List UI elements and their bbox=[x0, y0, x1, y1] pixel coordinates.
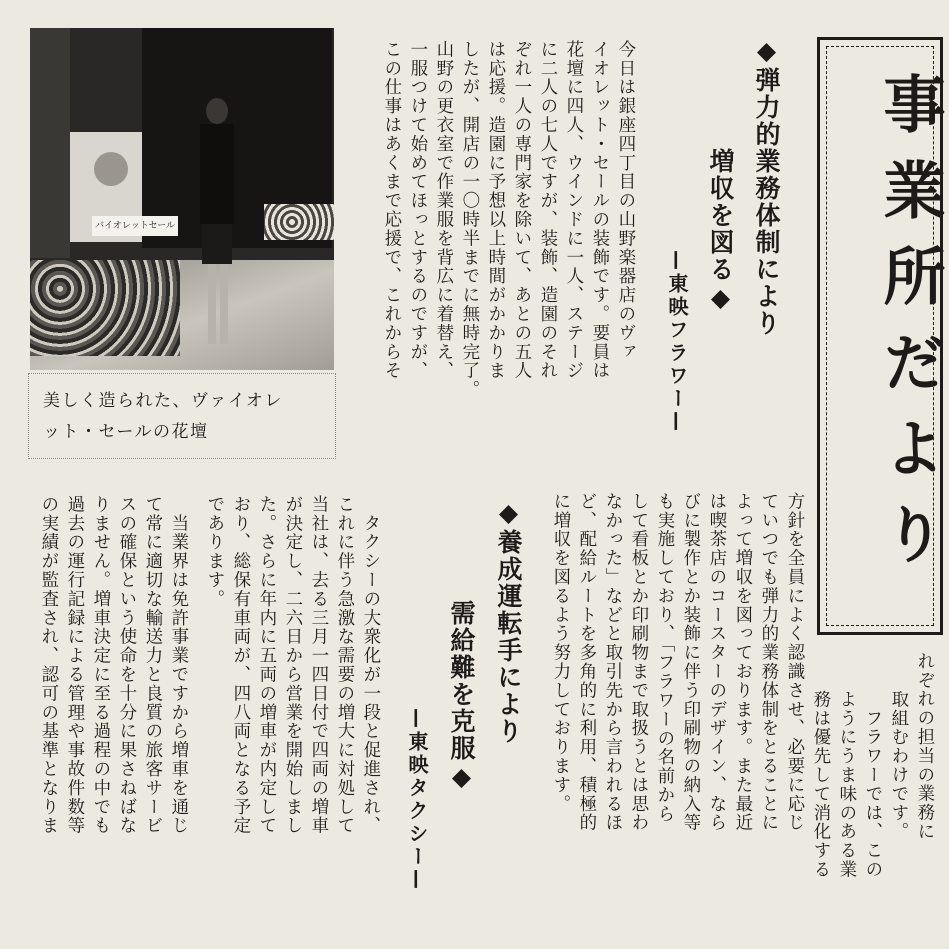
flower-col-16: 方針を全員によく認識させ、必要に応じ bbox=[784, 492, 805, 833]
flower-col-3: 花壇に四人、ウインドに一人、ステージ bbox=[563, 40, 584, 381]
taxi-col-7: であります。 bbox=[204, 495, 225, 609]
flower-col-20: びに製作とか装飾に伴う印刷物の納入等 bbox=[680, 492, 701, 833]
photo-caption: 美しく造られた、ヴァイオレット・セールの花壇 bbox=[43, 391, 283, 442]
section-title: 事業所だより bbox=[873, 72, 946, 588]
taxi-col-2: これに伴う急激な需要の増大に対処して bbox=[334, 495, 355, 836]
taxi-col-8: 当業界は免許事業ですから増車を通じ bbox=[168, 495, 189, 836]
flower-col-11: れぞれの担当の業務に bbox=[914, 652, 935, 841]
flower-col-2: イオレット・セールの装飾です。要員は bbox=[589, 40, 610, 381]
person-figure bbox=[198, 98, 236, 348]
flower-col-1: 今日は銀座四丁目の山野楽器店のヴァ bbox=[615, 40, 636, 362]
flower-col-10: この仕事はあくまで応援で、これからそ bbox=[381, 40, 402, 381]
flower-col-14: ようにうま味のある業 bbox=[836, 690, 857, 879]
flower-col-7: したが、開店の一〇時半までに無時完了。 bbox=[459, 40, 480, 400]
taxi-col-6: おり、総保有車両が、四八両となる予定 bbox=[230, 495, 251, 836]
flower-col-23: なかった」などと取引先から言われるほ bbox=[602, 492, 623, 833]
flower-heading-line1: ◆弾力的業務体制により bbox=[752, 36, 781, 337]
taxi-col-10: スの確保という使命を十分に果さねばな bbox=[116, 495, 137, 836]
taxi-heading-line2: 需給難を克服◆ bbox=[447, 600, 476, 793]
flower-col-9: 一服つけて始めてほっとするのですが、 bbox=[407, 40, 428, 381]
taxi-attribution: —東映タクシー— bbox=[405, 708, 429, 892]
taxi-col-9: て常に適切な輸送力と良質の旅客サービ bbox=[142, 495, 163, 836]
flower-col-19: は喫茶店のコースターのデザイン、なら bbox=[706, 492, 727, 833]
photo bbox=[30, 28, 334, 370]
caption-box bbox=[28, 373, 336, 459]
wall bbox=[30, 28, 70, 258]
flower-col-22: して看板とか印刷物まで取扱うとは思わ bbox=[628, 492, 649, 833]
photo-sign: バイオレットセール bbox=[92, 216, 178, 236]
flower-col-24: ど、配給ルートを多角的に利用、積極的 bbox=[576, 492, 597, 833]
flower-col-13: フラワーでは、この bbox=[862, 690, 883, 879]
flower-col-18: よって増収を図っております。また最近 bbox=[732, 492, 753, 833]
flower-col-25: に増収を図るよう努力しております。 bbox=[550, 492, 571, 814]
taxi-col-13: の実績が監査され、認可の基準となりま bbox=[38, 495, 59, 836]
taxi-heading-line1: ◆養成運転手により bbox=[494, 498, 523, 745]
taxi-col-3: 当社は、去る三月一四日付で四両の増車 bbox=[308, 495, 329, 836]
taxi-col-12: 過去の運行記録による管理や事故件数等 bbox=[64, 495, 85, 836]
flower-col-8: 山野の更衣室で作業服を背広に着替え、 bbox=[433, 40, 454, 381]
flower-col-5: ぞれ一人の専門家を除いて、あとの五人 bbox=[511, 40, 532, 381]
flower-col-21: も実施しており、「フラワーの名前から bbox=[654, 492, 675, 824]
flower-col-17: ていつでも弾力的業務体制をとることに bbox=[758, 492, 779, 833]
taxi-col-11: りません。増車決定に至る過程の中でも bbox=[90, 495, 111, 836]
flower-col-15: 務は優先して消化する bbox=[810, 690, 831, 879]
flower-heading-line2: 増収を図る◆ bbox=[706, 148, 735, 314]
title-frame bbox=[817, 37, 946, 635]
plants bbox=[264, 204, 334, 240]
flower-col-12: 取組むわけです。 bbox=[888, 690, 909, 842]
flower-bed bbox=[30, 260, 180, 356]
flower-col-6: は応援。造園に予想以上時間がかかりま bbox=[485, 40, 506, 381]
taxi-col-1: タクシーの大衆化が一段と促進され、 bbox=[360, 495, 381, 836]
flower-col-4: に二人の七人ですが、装飾、造園のそれ bbox=[537, 40, 558, 381]
flower-attribution: —東映フラワー— bbox=[665, 250, 689, 434]
taxi-col-4: が決定し、二六日から営業を開始しまし bbox=[282, 495, 303, 836]
taxi-col-5: た。さらに年内に五両の増車が内定して bbox=[256, 495, 277, 836]
